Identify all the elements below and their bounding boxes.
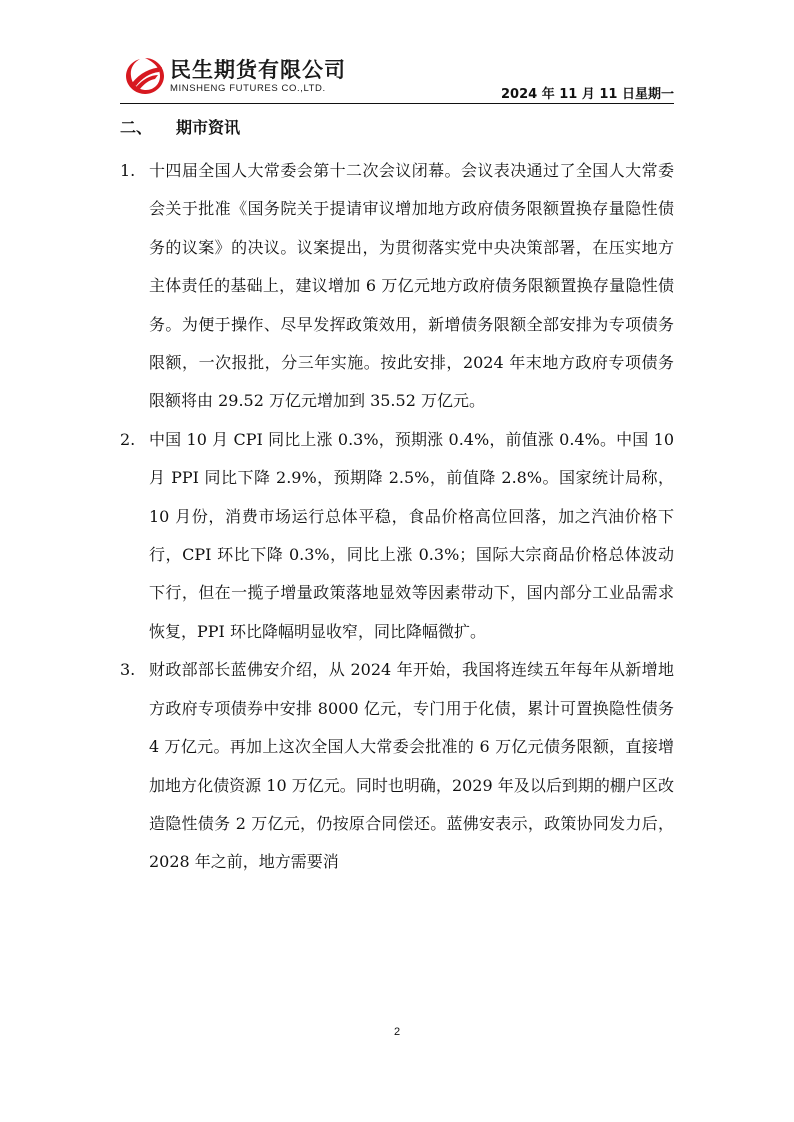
- news-list: [120, 152, 674, 882]
- page-number: 2: [393, 1026, 401, 1038]
- minsheng-logo-icon: [124, 56, 166, 96]
- header-divider: [120, 103, 674, 104]
- news-item-number: 3.: [120, 660, 136, 680]
- section-title-text: 期市资讯: [176, 118, 241, 137]
- section-heading: [120, 115, 240, 138]
- page-header: [120, 52, 674, 104]
- news-item: [120, 651, 674, 881]
- brand-name-cn: 民生期货有限公司: [170, 58, 346, 82]
- news-item-text: 财政部部长蓝佛安介绍，从 2024 年开始，我国将连续五年每年从新增地方政府专项债券中安排 8000 亿元，专门用于化债，累计可置换隐性债务 4 万亿元。再加上这次全国人大常委会批准的 6 万亿元债务限额，直接增加地方化债资源 10 万亿元。同时也明确，2029 年及以后到期的棚户区改造隐性债务 2 万亿元，仍按原合同偿还。蓝佛安表示，政策协同发力后，2028 年之前，地方需要消: [149, 660, 674, 872]
- brand-name-en: MINSHENG FUTURES CO.,LTD.: [170, 83, 326, 94]
- news-item-number: 1.: [120, 161, 136, 180]
- news-item-number: 2.: [120, 429, 136, 449]
- news-item: [120, 421, 674, 651]
- section-number: 二、: [120, 118, 153, 137]
- news-item-text: 中国 10 月 CPI 同比上涨 0.3%，预期涨 0.4%，前值涨 0.4%。中国 10 月 PPI 同比下降 2.9%，预期降 2.5%，前值降 2.8%。国家统计局称，10 月份，消费市场运行总体平稳，食品价格高位回落，加之汽油价格下行，CPI 环比下降 0.3%，同比上涨 0.3%；国际大宗商品价格总体波动下行，但在一揽子增量政策落地显效等因素带动下，国内部分工业品需求恢复，PPI 环比降幅明显收窄，同比降幅微扩。: [149, 429, 674, 641]
- report-date: 2024 年 11 月 11 日星期一: [501, 87, 674, 102]
- news-item-text: 十四届全国人大常委会第十二次会议闭幕。会议表决通过了全国人大常委会关于批准《国务院关于提请审议增加地方政府债务限额置换存量隐性债务的议案》的决议。议案提出，为贯彻落实党中央决策部署，在压实地方主体责任的基础上，建议增加 6 万亿元地方政府债务限额置换存量隐性债务。为便于操作、尽早发挥政策效用，新增债务限额全部安排为专项债务限额，一次报批，分三年实施。按此安排，2024 年末地方政府专项债务限额将由 29.52 万亿元增加到 35.52 万亿元。: [149, 161, 674, 411]
- news-item: [120, 152, 674, 421]
